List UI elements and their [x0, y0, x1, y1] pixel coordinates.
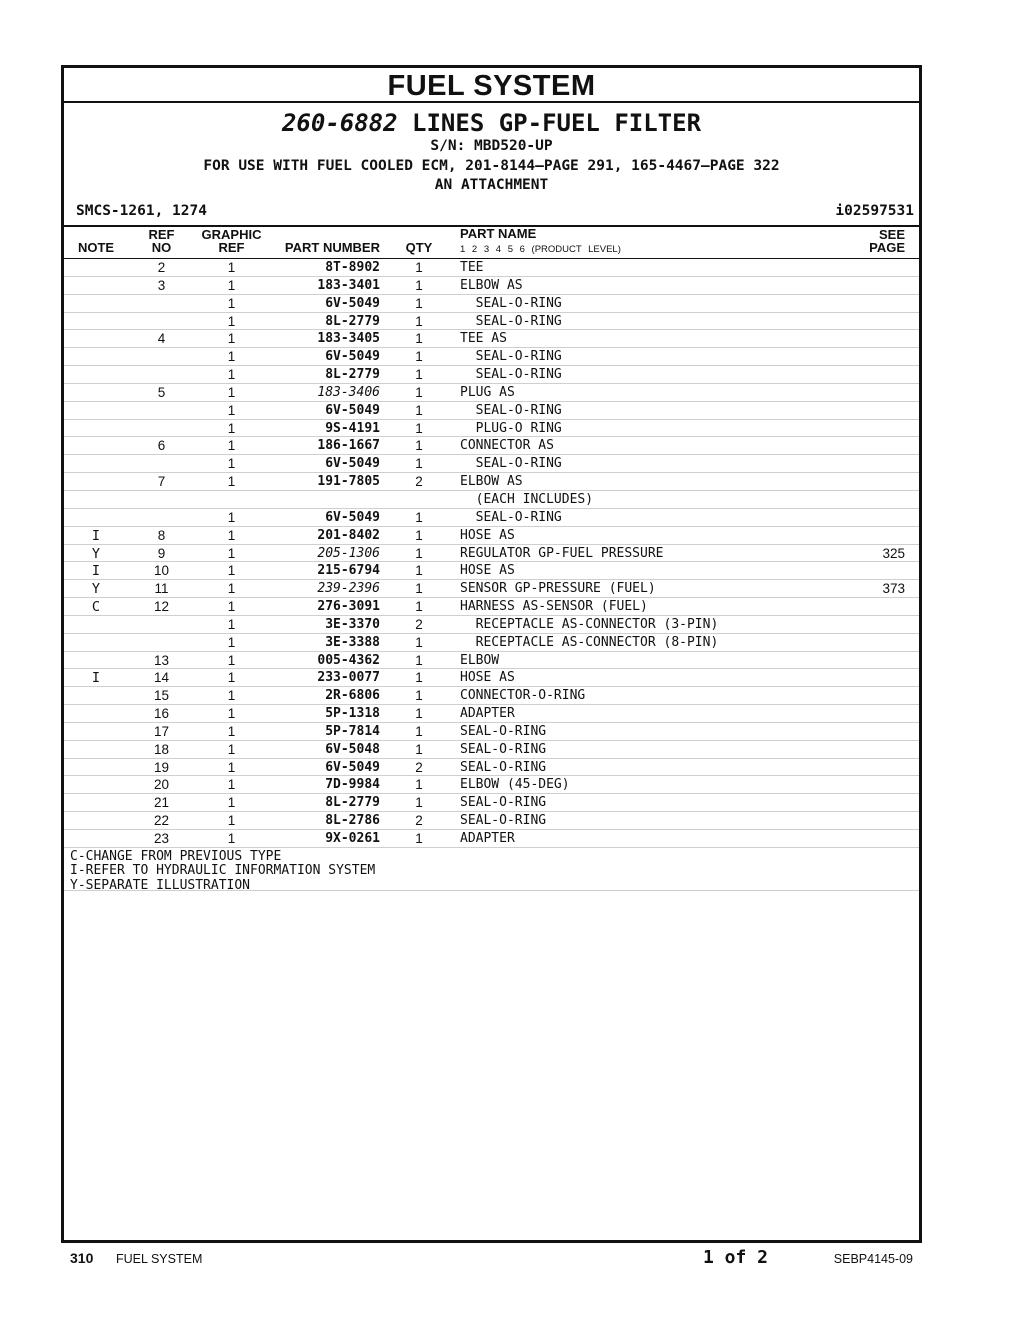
part-number-cell: 6V-5048	[325, 741, 380, 757]
part-number-cell: 9S-4191	[325, 420, 380, 436]
qty-cell: 1	[415, 509, 423, 525]
graphic-ref-cell: 1	[227, 759, 236, 775]
ref-no-cell: 6	[157, 438, 166, 454]
graphic-ref-cell: 1	[227, 599, 236, 615]
part-number-cell: 233-0077	[317, 670, 380, 686]
qty-cell: 1	[415, 456, 423, 472]
part-name-cell: SEAL-O-RING	[460, 295, 562, 311]
qty-cell: 1	[415, 741, 423, 757]
part-name-cell: SEAL-O-RING	[460, 313, 562, 329]
part-number-cell: 2R-6806	[325, 688, 380, 704]
qty-cell: 1	[415, 599, 423, 615]
graphic-ref-cell: 1	[227, 509, 236, 525]
qty-cell: 1	[415, 545, 423, 561]
serial-number: S/N: MBD520-UP	[430, 138, 553, 154]
part-name-cell: HARNESS AS-SENSOR (FUEL)	[460, 599, 648, 615]
table-row	[64, 473, 919, 491]
graphic-ref-cell: 1	[227, 688, 236, 704]
illustration-id: i02597531	[835, 203, 914, 219]
graphic-ref-cell: 1	[227, 723, 236, 739]
col-part-name: PART NAME	[460, 226, 537, 241]
graphic-ref-cell: 1	[227, 616, 236, 632]
table-row	[64, 509, 919, 527]
table-row	[64, 545, 919, 563]
ref-no-cell: 12	[153, 599, 170, 615]
ref-no-cell: 22	[153, 813, 170, 829]
table-row	[64, 794, 919, 812]
part-name-cell: (EACH INCLUDES)	[460, 491, 594, 507]
table-row	[64, 295, 919, 313]
part-name-cell: CONNECTOR-O-RING	[460, 688, 586, 704]
note-separate: Y-SEPARATE ILLUSTRATION	[70, 877, 251, 893]
table-row	[64, 669, 919, 687]
note-cell: Y	[91, 545, 101, 562]
table-row	[64, 330, 919, 348]
parts-table-body	[64, 259, 919, 848]
qty-cell: 1	[415, 831, 423, 846]
graphic-ref-cell: 1	[227, 670, 236, 686]
qty-cell: 2	[415, 759, 423, 775]
table-row	[64, 402, 919, 420]
part-number-cell: 6V-5049	[325, 349, 380, 365]
table-row	[64, 776, 919, 794]
part-number-cell: 5P-7814	[325, 723, 380, 739]
usage-note: FOR USE WITH FUEL COOLED ECM, 201-8144—PAGE 291, 165-4467—PAGE 322	[203, 158, 780, 174]
table-row	[64, 259, 919, 277]
qty-cell: 1	[415, 295, 423, 311]
part-number-cell: 5P-1318	[325, 706, 380, 722]
note-cell: I	[91, 670, 101, 687]
table-row	[64, 366, 919, 384]
part-name-cell: ELBOW	[460, 652, 500, 668]
ref-no-cell: 19	[153, 759, 170, 775]
ref-no-cell: 8	[157, 527, 166, 543]
part-name-cell: SEAL-O-RING	[460, 813, 547, 829]
part-number-cell: 6V-5049	[325, 509, 380, 525]
notes-legend	[64, 848, 919, 891]
graphic-ref-cell: 1	[227, 402, 236, 418]
graphic-ref-cell: 1	[227, 474, 236, 490]
col-qty: QTY	[405, 240, 433, 255]
part-number-cell: 6V-5049	[325, 402, 380, 418]
qty-cell: 1	[415, 260, 423, 275]
qty-cell: 2	[415, 474, 423, 490]
ref-no-cell: 13	[153, 652, 170, 668]
part-name-cell: SEAL-O-RING	[460, 367, 562, 383]
qty-cell: 1	[415, 349, 423, 365]
table-row	[64, 527, 919, 545]
graphic-ref-cell: 1	[227, 438, 236, 454]
note-hydraulic: I-REFER TO HYDRAULIC INFORMATION SYSTEM	[70, 863, 376, 879]
qty-cell: 1	[415, 723, 423, 739]
note-cell: C	[91, 599, 101, 616]
group-part-name: LINES GP-FUEL FILTER	[397, 109, 702, 137]
graphic-ref-cell: 1	[227, 813, 236, 829]
table-row	[64, 741, 919, 759]
page-count: 1 of 2	[703, 1247, 769, 1268]
qty-cell: 1	[415, 277, 423, 293]
table-row	[64, 455, 919, 473]
qty-cell: 1	[415, 384, 423, 400]
qty-cell: 1	[415, 563, 423, 579]
ref-no-cell: 15	[153, 688, 170, 704]
ref-no-cell: 18	[153, 741, 170, 757]
document-number: SEBP4145-09	[833, 1252, 913, 1266]
table-row	[64, 723, 919, 741]
part-name-cell: SEAL-O-RING	[460, 759, 547, 775]
part-name-cell: RECEPTACLE AS-CONNECTOR (3-PIN)	[460, 616, 719, 632]
part-name-cell: ADAPTER	[460, 706, 515, 722]
table-row	[64, 348, 919, 366]
see-page-cell: 325	[882, 545, 905, 561]
qty-cell: 1	[415, 652, 423, 668]
table-row	[64, 491, 919, 509]
part-number-cell: 239-2396	[317, 581, 380, 597]
ref-no-cell: 20	[153, 777, 170, 793]
note-cell: I	[91, 527, 101, 544]
part-name-cell: ELBOW (45-DEG)	[460, 777, 570, 793]
part-number-cell: 9X-0261	[325, 831, 380, 846]
graphic-ref-cell: 1	[227, 634, 236, 650]
table-row	[64, 598, 919, 616]
qty-cell: 1	[415, 777, 423, 793]
part-name-cell: HOSE AS	[460, 670, 515, 686]
part-name-cell: RECEPTACLE AS-CONNECTOR (8-PIN)	[460, 634, 719, 650]
graphic-ref-cell: 1	[227, 741, 236, 757]
page-footer	[0, 1246, 1020, 1270]
part-number-cell: 6V-5049	[325, 295, 380, 311]
graphic-ref-cell: 1	[227, 831, 236, 846]
ref-no-cell: 17	[153, 723, 170, 739]
graphic-ref-cell: 1	[227, 563, 236, 579]
part-name-cell: REGULATOR GP-FUEL PRESSURE	[460, 545, 664, 561]
table-row	[64, 277, 919, 295]
part-number-cell: 6V-5049	[325, 759, 380, 775]
col-graphic-top: GRAPHIC	[201, 227, 262, 242]
table-row	[64, 830, 919, 848]
qty-cell: 1	[415, 527, 423, 543]
ref-no-cell: 5	[157, 384, 166, 400]
part-number-cell: 8T-8902	[325, 260, 380, 275]
table-row	[64, 562, 919, 580]
qty-cell: 1	[415, 634, 423, 650]
table-row	[64, 313, 919, 331]
attachment-note: AN ATTACHMENT	[434, 177, 549, 193]
part-name-cell: ELBOW AS	[460, 277, 523, 293]
col-ref-top: REF	[148, 227, 175, 242]
qty-cell: 1	[415, 438, 423, 454]
part-number-cell: 8L-2779	[325, 795, 380, 811]
qty-cell: 1	[415, 795, 423, 811]
table-row	[64, 384, 919, 402]
col-graphic-bottom: REF	[218, 240, 245, 255]
part-name-cell: PLUG AS	[460, 384, 515, 400]
part-name-cell: HOSE AS	[460, 563, 515, 579]
note-cell: Y	[91, 581, 101, 598]
table-row	[64, 634, 919, 652]
part-number-cell: 183-3405	[317, 331, 380, 347]
qty-cell: 2	[415, 813, 423, 829]
part-name-cell: ELBOW AS	[460, 474, 523, 490]
ref-no-cell: 3	[157, 277, 166, 293]
graphic-ref-cell: 1	[227, 795, 236, 811]
graphic-ref-cell: 1	[227, 420, 236, 436]
part-number-cell: 191-7805	[317, 474, 380, 490]
graphic-ref-cell: 1	[227, 295, 236, 311]
part-number-cell: 8L-2779	[325, 313, 380, 329]
qty-cell: 1	[415, 420, 423, 436]
graphic-ref-cell: 1	[227, 349, 236, 365]
ref-no-cell: 4	[157, 331, 166, 347]
part-name-cell: ADAPTER	[460, 831, 515, 846]
graphic-ref-cell: 1	[227, 545, 236, 561]
qty-cell: 1	[415, 313, 423, 329]
part-name-cell: CONNECTOR AS	[460, 438, 554, 454]
ref-no-cell: 16	[153, 706, 170, 722]
graphic-ref-cell: 1	[227, 527, 236, 543]
part-name-cell: SEAL-O-RING	[460, 402, 562, 418]
qty-cell: 1	[415, 331, 423, 347]
qty-cell: 1	[415, 402, 423, 418]
col-note: NOTE	[77, 240, 115, 255]
group-title	[64, 109, 919, 137]
graphic-ref-cell: 1	[227, 367, 236, 383]
graphic-ref-cell: 1	[227, 277, 236, 293]
table-row	[64, 437, 919, 455]
col-see-top: SEE	[878, 227, 905, 242]
footer-section: FUEL SYSTEM	[116, 1252, 203, 1266]
part-name-cell: SEAL-O-RING	[460, 509, 562, 525]
part-number-cell: 6V-5049	[325, 456, 380, 472]
part-name-cell: SENSOR GP-PRESSURE (FUEL)	[460, 581, 656, 597]
part-number-cell: 183-3406	[317, 384, 380, 400]
graphic-ref-cell: 1	[227, 581, 236, 597]
part-number-cell: 215-6794	[317, 563, 380, 579]
ref-no-cell: 9	[157, 545, 166, 561]
part-number-cell: 205-1306	[317, 545, 380, 561]
qty-cell: 1	[415, 706, 423, 722]
qty-cell: 1	[415, 367, 423, 383]
part-name-cell: TEE	[460, 260, 484, 275]
graphic-ref-cell: 1	[227, 384, 236, 400]
group-part-number: 260-6882	[281, 109, 398, 137]
part-number-cell: 3E-3370	[325, 616, 380, 632]
group-header	[64, 103, 919, 227]
ref-no-cell: 7	[157, 474, 166, 490]
ref-no-cell: 23	[153, 831, 170, 846]
part-name-cell: SEAL-O-RING	[460, 795, 547, 811]
part-name-cell: SEAL-O-RING	[460, 349, 562, 365]
table-row	[64, 705, 919, 723]
page-number: 310	[70, 1250, 94, 1266]
column-headers	[64, 227, 919, 259]
col-part-number: PART NUMBER	[284, 240, 380, 255]
qty-cell: 1	[415, 670, 423, 686]
graphic-ref-cell: 1	[227, 313, 236, 329]
graphic-ref-cell: 1	[227, 260, 236, 275]
qty-cell: 1	[415, 688, 423, 704]
col-ref-bottom: NO	[151, 240, 172, 255]
part-name-cell: SEAL-O-RING	[460, 456, 562, 472]
part-name-cell: PLUG-O RING	[460, 420, 562, 436]
note-cell: I	[91, 563, 101, 580]
table-row	[64, 580, 919, 598]
table-row	[64, 812, 919, 830]
table-row	[64, 616, 919, 634]
ref-no-cell: 21	[153, 795, 170, 811]
section-title: FUEL SYSTEM	[64, 68, 919, 103]
graphic-ref-cell: 1	[227, 652, 236, 668]
qty-cell: 2	[415, 616, 423, 632]
ref-no-cell: 11	[154, 581, 169, 597]
table-row	[64, 652, 919, 670]
part-number-cell: 3E-3388	[325, 634, 380, 650]
smcs-code: SMCS-1261, 1274	[76, 203, 207, 219]
graphic-ref-cell: 1	[227, 706, 236, 722]
part-number-cell: 005-4362	[317, 652, 380, 668]
graphic-ref-cell: 1	[227, 331, 236, 347]
col-product-levels: 1 2 3 4 5 6 (PRODUCT LEVEL)	[460, 244, 621, 255]
part-number-cell: 186-1667	[317, 438, 380, 454]
graphic-ref-cell: 1	[227, 456, 236, 472]
part-number-cell: 7D-9984	[325, 777, 380, 793]
part-name-cell: SEAL-O-RING	[460, 741, 547, 757]
part-number-cell: 183-3401	[317, 277, 380, 293]
part-number-cell: 201-8402	[317, 527, 380, 543]
part-name-cell: HOSE AS	[460, 527, 515, 543]
part-number-cell: 8L-2779	[325, 367, 380, 383]
ref-no-cell: 14	[153, 670, 170, 686]
col-see-bottom: PAGE	[869, 240, 905, 255]
parts-page-frame	[61, 65, 922, 1243]
note-change: C-CHANGE FROM PREVIOUS TYPE	[70, 848, 282, 864]
qty-cell: 1	[415, 581, 423, 597]
part-number-cell: 276-3091	[317, 599, 380, 615]
table-row	[64, 420, 919, 438]
part-name-cell: TEE AS	[460, 331, 507, 347]
graphic-ref-cell: 1	[227, 777, 236, 793]
table-row	[64, 759, 919, 777]
ref-no-cell: 10	[153, 563, 170, 579]
part-number-cell: 8L-2786	[325, 813, 380, 829]
ref-no-cell: 2	[157, 260, 166, 275]
part-name-cell: SEAL-O-RING	[460, 723, 547, 739]
table-row	[64, 687, 919, 705]
see-page-cell: 373	[882, 581, 905, 597]
